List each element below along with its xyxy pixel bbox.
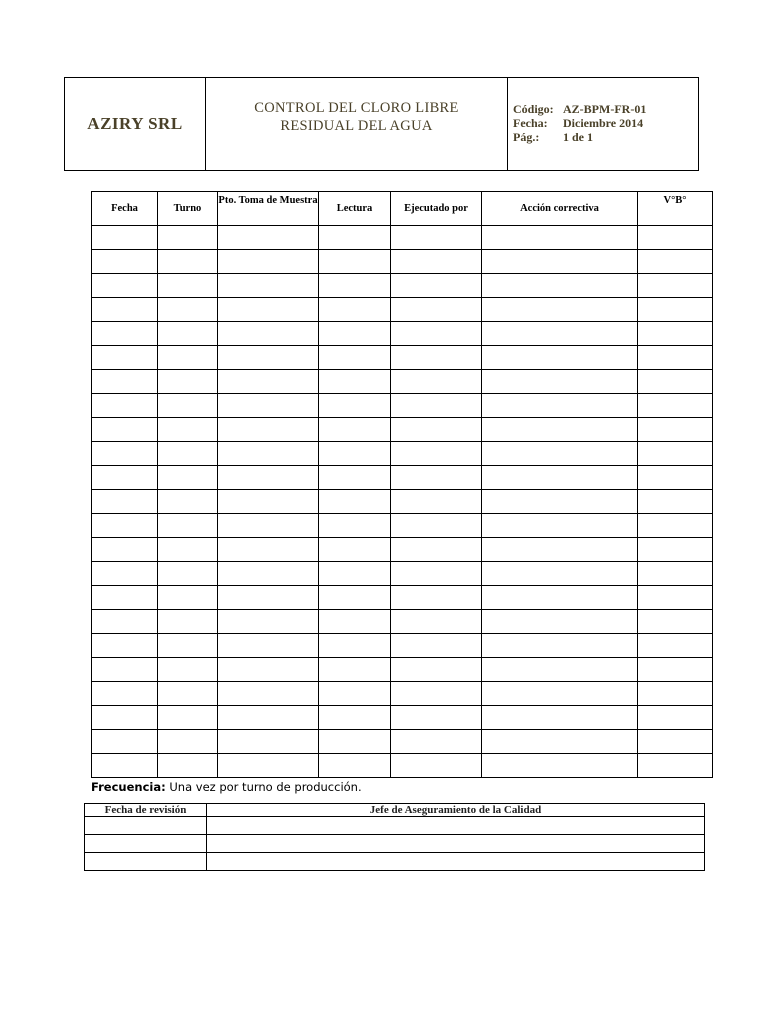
meta-date-row — [513, 116, 698, 130]
form-cell[interactable] — [158, 538, 218, 562]
form-cell[interactable] — [158, 490, 218, 514]
form-cell[interactable] — [319, 418, 391, 442]
form-cell[interactable] — [218, 226, 319, 250]
form-cell[interactable] — [218, 442, 319, 466]
col-header-vobo: V°B° — [638, 192, 713, 226]
form-cell[interactable] — [391, 250, 482, 274]
table-row — [92, 418, 713, 442]
form-cell[interactable] — [638, 490, 713, 514]
form-cell[interactable] — [319, 706, 391, 730]
form-cell[interactable] — [319, 442, 391, 466]
form-cell[interactable] — [158, 514, 218, 538]
title-line-2: RESIDUAL DEL AGUA — [280, 118, 433, 134]
form-cell[interactable] — [92, 658, 158, 682]
form-cell[interactable] — [92, 394, 158, 418]
form-cell[interactable] — [218, 730, 319, 754]
form-cell[interactable] — [92, 298, 158, 322]
form-cell[interactable] — [391, 442, 482, 466]
form-cell[interactable] — [207, 817, 705, 835]
form-cell[interactable] — [319, 466, 391, 490]
table-row — [92, 586, 713, 610]
form-cell[interactable] — [218, 634, 319, 658]
title-line-1: CONTROL DEL CLORO LIBRE — [254, 100, 459, 116]
form-cell[interactable] — [391, 754, 482, 778]
log-body — [92, 226, 713, 778]
table-row — [92, 442, 713, 466]
form-cell[interactable] — [638, 514, 713, 538]
form-cell[interactable] — [158, 634, 218, 658]
form-cell[interactable] — [92, 418, 158, 442]
form-cell[interactable] — [638, 250, 713, 274]
form-cell[interactable] — [218, 658, 319, 682]
form-cell[interactable] — [92, 442, 158, 466]
form-cell[interactable] — [218, 274, 319, 298]
meta-date-value: Diciembre 2014 — [563, 116, 644, 130]
document-title — [206, 78, 508, 170]
table-row — [92, 394, 713, 418]
form-cell[interactable] — [158, 442, 218, 466]
col-header-ejecutado: Ejecutado por — [391, 192, 482, 226]
form-cell[interactable] — [158, 610, 218, 634]
form-cell[interactable] — [482, 610, 638, 634]
form-cell[interactable] — [158, 730, 218, 754]
form-cell[interactable] — [85, 835, 207, 853]
table-row — [92, 298, 713, 322]
table-row — [92, 466, 713, 490]
form-cell[interactable] — [218, 562, 319, 586]
form-cell[interactable] — [158, 754, 218, 778]
form-cell[interactable] — [218, 298, 319, 322]
form-cell[interactable] — [158, 706, 218, 730]
form-cell[interactable] — [218, 250, 319, 274]
form-cell[interactable] — [391, 466, 482, 490]
form-cell[interactable] — [482, 274, 638, 298]
form-cell[interactable] — [92, 274, 158, 298]
form-cell[interactable] — [482, 370, 638, 394]
form-cell[interactable] — [638, 682, 713, 706]
form-cell[interactable] — [391, 490, 482, 514]
form-cell[interactable] — [482, 706, 638, 730]
form-cell[interactable] — [218, 418, 319, 442]
form-cell[interactable] — [218, 466, 319, 490]
form-cell[interactable] — [319, 250, 391, 274]
form-cell[interactable] — [482, 730, 638, 754]
form-cell[interactable] — [85, 817, 207, 835]
form-cell[interactable] — [391, 514, 482, 538]
form-cell[interactable] — [391, 658, 482, 682]
form-cell[interactable] — [482, 298, 638, 322]
form-cell[interactable] — [482, 466, 638, 490]
form-cell[interactable] — [482, 394, 638, 418]
form-cell[interactable] — [391, 730, 482, 754]
form-cell[interactable] — [482, 586, 638, 610]
meta-code-row — [513, 102, 698, 116]
meta-date-key: Fecha: — [513, 116, 548, 130]
chlorine-log-table — [91, 191, 713, 778]
table-row — [92, 538, 713, 562]
form-cell[interactable] — [391, 706, 482, 730]
document-meta — [508, 78, 698, 170]
form-cell[interactable] — [319, 682, 391, 706]
form-cell[interactable] — [391, 634, 482, 658]
form-cell[interactable] — [85, 853, 207, 871]
form-cell[interactable] — [158, 466, 218, 490]
form-cell[interactable] — [218, 538, 319, 562]
review-row — [85, 817, 705, 835]
form-cell[interactable] — [482, 538, 638, 562]
form-cell[interactable] — [638, 370, 713, 394]
frequency-value: Una vez por turno de producción. — [169, 780, 362, 794]
form-cell[interactable] — [638, 562, 713, 586]
form-cell[interactable] — [482, 634, 638, 658]
form-cell[interactable] — [319, 394, 391, 418]
form-cell[interactable] — [218, 754, 319, 778]
form-cell[interactable] — [158, 418, 218, 442]
form-cell[interactable] — [391, 322, 482, 346]
form-cell[interactable] — [92, 562, 158, 586]
meta-page-key: Pág.: — [513, 130, 540, 144]
form-cell[interactable] — [482, 682, 638, 706]
form-cell[interactable] — [482, 322, 638, 346]
log-header-row — [92, 192, 713, 226]
form-cell[interactable] — [158, 586, 218, 610]
form-cell[interactable] — [638, 346, 713, 370]
table-row — [92, 682, 713, 706]
form-cell[interactable] — [319, 370, 391, 394]
form-cell[interactable] — [92, 730, 158, 754]
form-cell[interactable] — [482, 490, 638, 514]
col-header-accion: Acción correctiva — [482, 192, 638, 226]
col-header-pto-toma: Pto. Toma de Muestra — [218, 192, 319, 226]
form-cell[interactable] — [638, 298, 713, 322]
form-cell[interactable] — [638, 610, 713, 634]
form-cell[interactable] — [218, 394, 319, 418]
document-header — [64, 77, 699, 171]
form-cell[interactable] — [319, 346, 391, 370]
form-cell[interactable] — [158, 226, 218, 250]
form-cell[interactable] — [92, 226, 158, 250]
form-cell[interactable] — [158, 370, 218, 394]
form-cell[interactable] — [391, 682, 482, 706]
form-cell[interactable] — [92, 466, 158, 490]
form-cell[interactable] — [319, 658, 391, 682]
form-cell[interactable] — [92, 346, 158, 370]
form-cell[interactable] — [158, 658, 218, 682]
form-cell[interactable] — [319, 274, 391, 298]
form-cell[interactable] — [319, 610, 391, 634]
review-body — [85, 817, 705, 871]
form-cell[interactable] — [482, 754, 638, 778]
form-cell[interactable] — [218, 346, 319, 370]
form-cell[interactable] — [319, 730, 391, 754]
table-row — [92, 226, 713, 250]
table-row — [92, 610, 713, 634]
form-cell[interactable] — [319, 514, 391, 538]
form-cell[interactable] — [92, 706, 158, 730]
form-cell[interactable] — [391, 418, 482, 442]
form-cell[interactable] — [391, 274, 482, 298]
form-cell[interactable] — [638, 586, 713, 610]
form-cell[interactable] — [92, 370, 158, 394]
company-name: AZIRY SRL — [65, 78, 206, 170]
meta-page-value: 1 de 1 — [563, 130, 593, 144]
form-cell[interactable] — [391, 394, 482, 418]
form-cell[interactable] — [218, 706, 319, 730]
table-row — [92, 562, 713, 586]
form-cell[interactable] — [92, 610, 158, 634]
table-row — [92, 274, 713, 298]
form-cell[interactable] — [319, 490, 391, 514]
form-cell[interactable] — [319, 634, 391, 658]
form-cell[interactable] — [638, 442, 713, 466]
form-cell[interactable] — [92, 682, 158, 706]
form-cell[interactable] — [638, 274, 713, 298]
form-cell[interactable] — [319, 538, 391, 562]
form-cell[interactable] — [92, 514, 158, 538]
table-row — [92, 706, 713, 730]
col-header-jefe-calidad: Jefe de Aseguramiento de la Calidad — [207, 804, 705, 817]
meta-code-key: Código: — [513, 102, 554, 116]
form-cell[interactable] — [391, 562, 482, 586]
form-cell[interactable] — [218, 370, 319, 394]
form-cell[interactable] — [158, 322, 218, 346]
form-cell[interactable] — [218, 682, 319, 706]
form-cell[interactable] — [158, 394, 218, 418]
form-cell[interactable] — [638, 754, 713, 778]
table-row — [92, 370, 713, 394]
form-cell[interactable] — [319, 562, 391, 586]
table-row — [92, 490, 713, 514]
table-row — [92, 250, 713, 274]
form-cell[interactable] — [638, 322, 713, 346]
table-row — [92, 730, 713, 754]
form-cell[interactable] — [482, 442, 638, 466]
col-header-fecha-revision: Fecha de revisión — [85, 804, 207, 817]
table-row — [92, 346, 713, 370]
form-cell[interactable] — [391, 298, 482, 322]
form-cell[interactable] — [92, 322, 158, 346]
form-cell[interactable] — [391, 346, 482, 370]
form-cell[interactable] — [638, 394, 713, 418]
form-cell[interactable] — [638, 466, 713, 490]
form-cell[interactable] — [158, 274, 218, 298]
form-cell[interactable] — [482, 226, 638, 250]
form-cell[interactable] — [391, 226, 482, 250]
form-cell[interactable] — [638, 538, 713, 562]
review-row — [85, 835, 705, 853]
form-cell[interactable] — [638, 634, 713, 658]
col-header-lectura: Lectura — [319, 192, 391, 226]
table-row — [92, 322, 713, 346]
frequency-note — [91, 780, 362, 794]
table-row — [92, 634, 713, 658]
form-cell[interactable] — [207, 853, 705, 871]
form-cell[interactable] — [391, 586, 482, 610]
form-cell[interactable] — [319, 754, 391, 778]
form-cell[interactable] — [218, 322, 319, 346]
form-cell[interactable] — [482, 658, 638, 682]
table-row — [92, 514, 713, 538]
form-cell[interactable] — [158, 346, 218, 370]
form-cell[interactable] — [319, 322, 391, 346]
form-cell[interactable] — [482, 250, 638, 274]
form-cell[interactable] — [158, 250, 218, 274]
form-cell[interactable] — [319, 226, 391, 250]
form-cell[interactable] — [391, 370, 482, 394]
form-cell[interactable] — [482, 514, 638, 538]
form-cell[interactable] — [319, 298, 391, 322]
table-row — [92, 658, 713, 682]
form-cell[interactable] — [92, 490, 158, 514]
form-cell[interactable] — [482, 346, 638, 370]
form-cell[interactable] — [158, 682, 218, 706]
form-cell[interactable] — [158, 298, 218, 322]
form-cell[interactable] — [319, 586, 391, 610]
form-cell[interactable] — [482, 562, 638, 586]
table-row — [92, 754, 713, 778]
form-cell[interactable] — [638, 730, 713, 754]
meta-code-value: AZ-BPM-FR-01 — [563, 102, 647, 116]
form-cell[interactable] — [92, 754, 158, 778]
form-cell[interactable] — [638, 226, 713, 250]
form-cell[interactable] — [207, 835, 705, 853]
form-cell[interactable] — [391, 538, 482, 562]
form-cell[interactable] — [218, 610, 319, 634]
review-table — [84, 803, 705, 871]
col-header-fecha: Fecha — [92, 192, 158, 226]
form-cell[interactable] — [218, 586, 319, 610]
form-cell[interactable] — [92, 634, 158, 658]
form-cell[interactable] — [391, 610, 482, 634]
form-cell[interactable] — [482, 418, 638, 442]
review-header-row — [85, 804, 705, 817]
form-cell[interactable] — [638, 706, 713, 730]
form-cell[interactable] — [92, 586, 158, 610]
form-cell[interactable] — [218, 514, 319, 538]
form-cell[interactable] — [638, 658, 713, 682]
form-cell[interactable] — [218, 490, 319, 514]
form-cell[interactable] — [638, 418, 713, 442]
meta-page-row — [513, 130, 698, 144]
frequency-label: Frecuencia: — [91, 780, 166, 794]
form-cell[interactable] — [92, 538, 158, 562]
form-cell[interactable] — [92, 250, 158, 274]
col-header-turno: Turno — [158, 192, 218, 226]
form-cell[interactable] — [158, 562, 218, 586]
review-row — [85, 853, 705, 871]
